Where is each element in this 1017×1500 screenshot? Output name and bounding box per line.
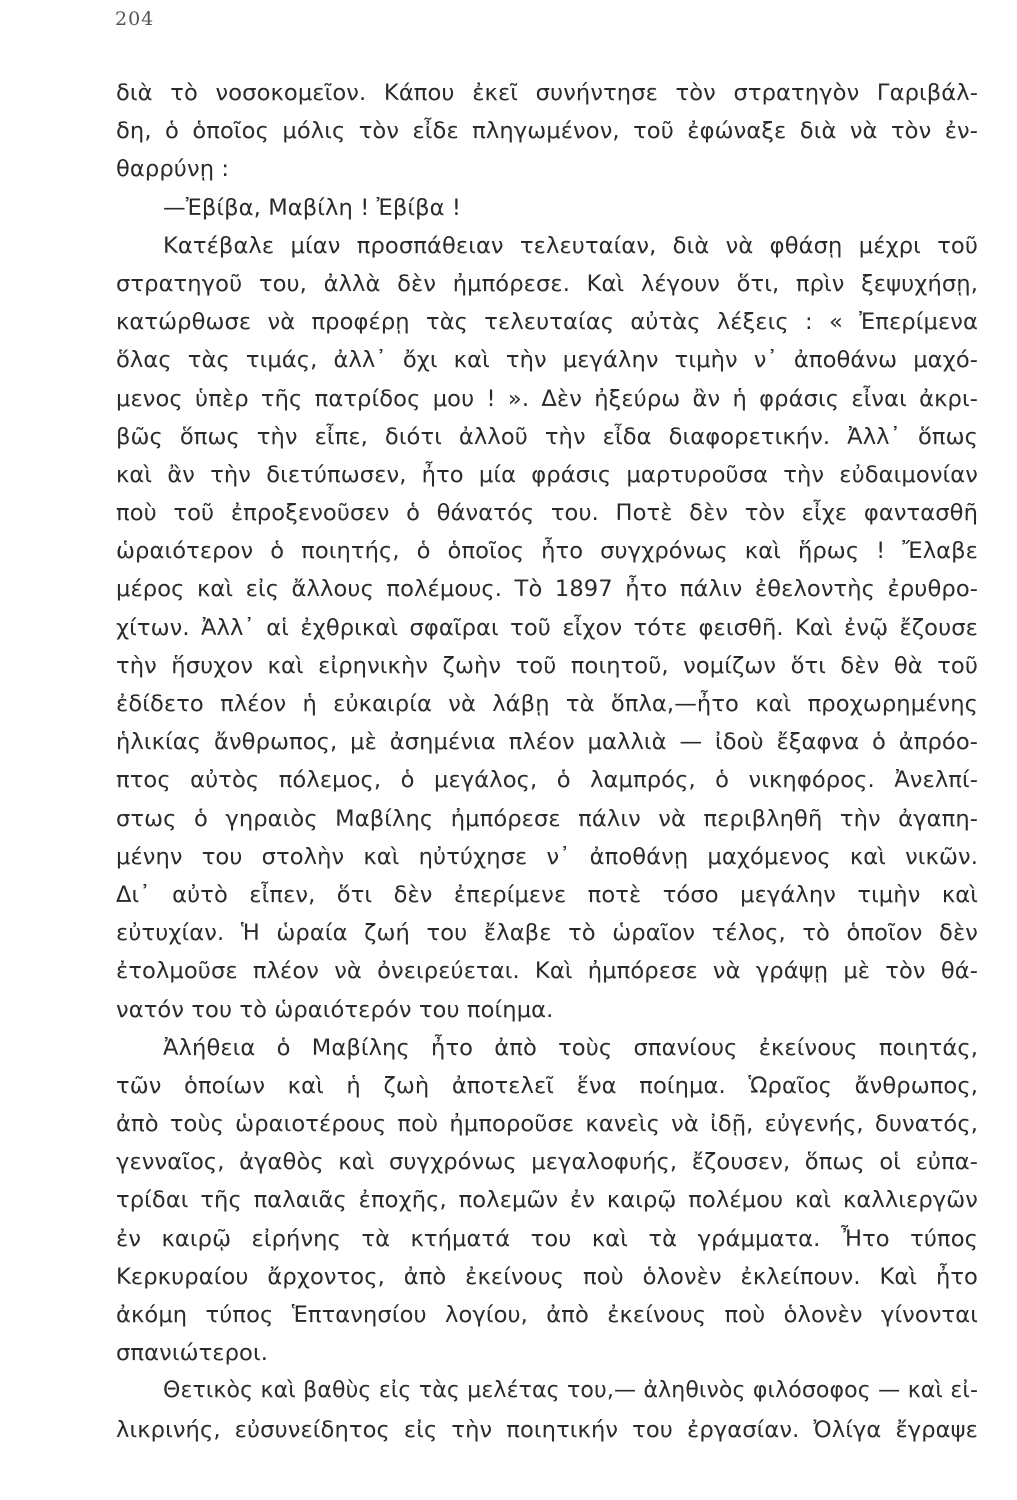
text-line: θαρρύνῃ : — [116, 156, 230, 183]
text-line: διὰ τὸ νοσοκομεῖον. Κάπου ἐκεῖ συνήντησε τὸν στρατηγὸν Γαριβάλ- — [116, 80, 978, 106]
text-line: ὅλας τὰς τιμάς, ἀλλ᾽ ὄχι καὶ τὴν μεγάλην τιμὴν ν᾽ ἀποθάνω μαχό- — [116, 347, 978, 374]
text-line: Ἀλήθεια ὁ Μαβίλης ἦτο ἀπὸ τοὺς σπανίους ἐκείνους ποιητάς, — [163, 1034, 978, 1061]
text-line: στως ὁ γηραιὸς Μαβίλης ἠμπόρεσε πάλιν νὰ περιβληθῆ τὴν ἀγαπη- — [116, 805, 978, 832]
text-line: —Ἐβίβα, Μαβίλη ! Ἐβίβα ! — [163, 194, 462, 221]
text-line: Δι᾽ αὐτὸ εἶπεν, ὅτι δὲν ἐπερίμενε ποτὲ τόσο μεγάλην τιμὴν καὶ — [116, 881, 978, 908]
text-line: πτος αὐτὸς πόλεμος, ὁ μεγάλος, ὁ λαμπρός, ὁ νικηφόρος. Ἀνελπί- — [116, 767, 978, 794]
text-line: στρατηγοῦ του, ἀλλὰ δὲν ἠμπόρεσε. Καὶ λέγουν ὅτι, πρὶν ξεψυχήσῃ, — [116, 270, 978, 297]
text-line: ἐδίδετο πλέον ἡ εὐκαιρία νὰ λάβῃ τὰ ὅπλα,—ἦτο καὶ προχωρημένης — [116, 691, 978, 717]
text-line: δη, ὁ ὁποῖος μόλις τὸν εἶδε πληγωμένον, τοῦ ἐφώναξε διὰ νὰ τὸν ἐν- — [116, 118, 978, 145]
text-line: καὶ ἂν τὴν διετύπωσεν, ἦτο μία φράσις μαρτυροῦσα τὴν εὐδαιμονίαν — [116, 461, 978, 488]
text-line: ἀκόμη τύπος Ἑπτανησίου λογίου, ἀπὸ ἐκείνους ποὺ ὁλονὲν γίνονται — [116, 1302, 978, 1328]
text-line: σπανιώτεροι. — [116, 1340, 269, 1367]
text-line: ἀπὸ τοὺς ὡραιοτέρους ποὺ ἠμποροῦσε κανεὶς νὰ ἰδῇ, εὐγενής, δυνατός, — [116, 1111, 978, 1138]
text-line: ἐν καιρῷ εἰρήνης τὰ κτήματά του καὶ τὰ γράμματα. Ἦτο τύπος — [116, 1225, 978, 1252]
text-line: ἡλικίας ἄνθρωπος, μὲ ἀσημένια πλέον μαλλιὰ — ἰδοὺ ἔξαφνα ὁ ἀπρόο- — [116, 729, 978, 756]
text-line: τρίδαι τῆς παλαιᾶς ἐποχῆς, πολεμῶν ἐν καιρῷ πολέμου καὶ καλλιεργῶν — [116, 1187, 978, 1214]
text-line: χίτων. Ἀλλ᾽ αἱ ἐχθρικαὶ σφαῖραι τοῦ εἶχον τότε φεισθῆ. Καὶ ἐνῷ ἔζουσε — [116, 614, 978, 641]
text-line: κατώρθωσε νὰ προφέρῃ τὰς τελευταίας αὐτὰς λέξεις : « Ἐπερίμενα — [116, 309, 978, 336]
body-text — [116, 74, 978, 1449]
page-number: 204 — [115, 8, 155, 30]
text-line: εὐτυχίαν. Ἡ ὡραία ζωή του ἔλαβε τὸ ὡραῖον τέλος, τὸ ὁποῖον δὲν — [116, 920, 978, 947]
text-line: μένην του στολὴν καὶ ηὐτύχησε ν᾽ ἀποθάνῃ μαχόμενος καὶ νικῶν. — [116, 843, 978, 870]
text-line: ἐτολμοῦσε πλέον νὰ ὀνειρεύεται. Καὶ ἠμπόρεσε νὰ γράψῃ μὲ τὸν θά- — [116, 958, 978, 985]
text-line: γενναῖος, ἀγαθὸς καὶ συγχρόνως μεγαλοφυής, ἔζουσεν, ὅπως οἱ εὐπα- — [116, 1149, 978, 1176]
text-line: Κερκυραίου ἄρχοντος, ἀπὸ ἐκείνους ποὺ ὁλονὲν ἐκλείπουν. Καὶ ἦτο — [116, 1263, 978, 1290]
text-line: λικρινής, εὐσυνείδητος εἰς τὴν ποιητικήν του ἐργασίαν. Ὀλίγα ἔγραψε — [116, 1416, 978, 1443]
text-line: Κατέβαλε μίαν προσπάθειαν τελευταίαν, διὰ νὰ φθάσῃ μέχρι τοῦ — [163, 232, 978, 259]
text-line: μενος ὑπὲρ τῆς πατρίδος μου ! ». Δὲν ἠξεύρω ἂν ἡ φράσις εἶναι ἀκρι- — [116, 385, 978, 412]
text-line: ὡραιότερον ὁ ποιητής, ὁ ὁποῖος ἦτο συγχρόνως καὶ ἥρως ! Ἔλαβε — [116, 538, 978, 565]
text-line: τὴν ἥσυχον καὶ εἰρηνικὴν ζωὴν τοῦ ποιητοῦ, νομίζων ὅτι δὲν θὰ τοῦ — [116, 652, 978, 679]
text-line: μέρος καὶ εἰς ἄλλους πολέμους. Τὸ 1897 ἦτο πάλιν ἐθελοντὴς ἐρυθρο- — [116, 576, 978, 603]
text-line: ποὺ τοῦ ἐπροξενοῦσεν ὁ θάνατός του. Ποτὲ δὲν τὸν εἶχε φαντασθῆ — [116, 500, 978, 527]
text-line: βῶς ὅπως τὴν εἶπε, διότι ἀλλοῦ τὴν εἶδα διαφορετικήν. Ἀλλ᾽ ὅπως — [116, 423, 978, 450]
text-line: τῶν ὁποίων καὶ ἡ ζωὴ ἀποτελεῖ ἕνα ποίημα. Ὡραῖος ἄνθρωπος, — [116, 1072, 978, 1099]
text-line: νατόν του τὸ ὡραιότερόν του ποίημα. — [116, 996, 554, 1023]
text-line: Θετικὸς καὶ βαθὺς εἰς τὰς μελέτας του,— ἀληθινὸς φιλόσοφος — καὶ εἰ- — [163, 1378, 978, 1404]
